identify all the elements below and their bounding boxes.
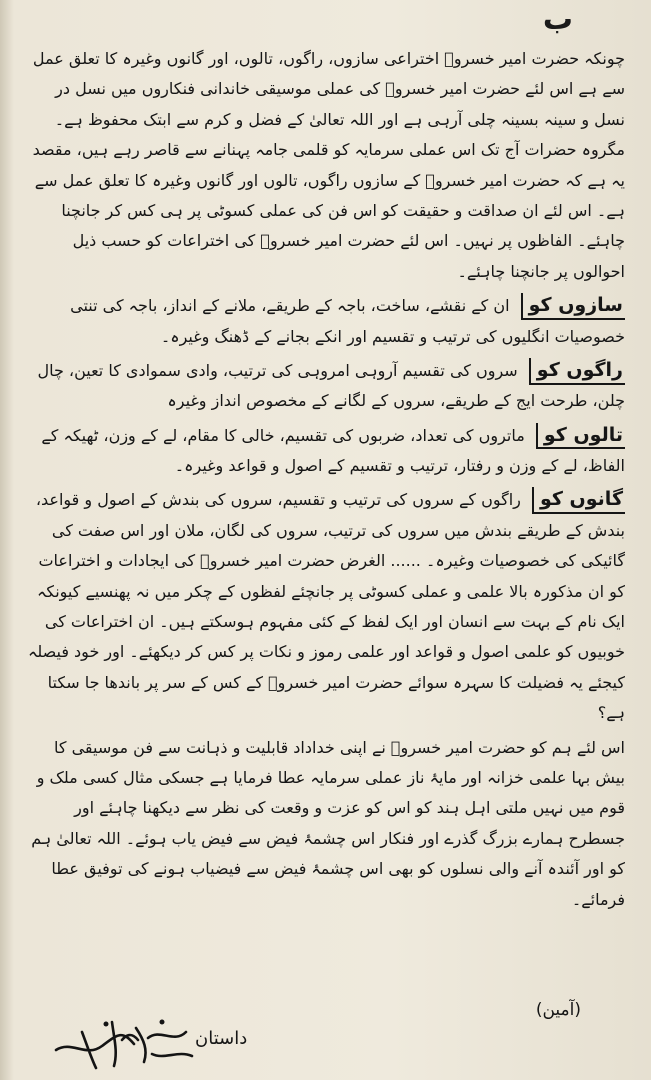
section-text: سروں کی تقسیم آروہی امروہی کی ترتیب، وادی سموادی کا تعین، چال چلن، طرحت ایج کے طریقے، سروں کے لگانے کے مخصوص انداز وغیرہ [37,360,625,411]
section-heading: راگوں کو [529,358,625,385]
closing-ameen: (آمین) [535,1000,581,1020]
section-heading: تالوں کو [536,423,625,450]
intro-paragraph: چونکہ حضرت امیر خسروؒ اختراعی سازوں، راگوں، تالوں، اور گانوں وغیرہ کا تعلق عمل سے ہے اس لئے حضرت امیر خسروؒ کی عملی موسیقی خاندانی فنکاروں میں نسل در نسل و سینہ بسینہ چلی آرہی ہے اور اللہ تعالیٰ کے فضل و کرم سے ابتک محفوظ ہے۔ مگروہ حضرات آج تک اس عملی سرمایہ کو قلمی جامہ پہنانے سے قاصر رہے ہیں، مقصد یہ ہے کہ حضرت امیر خسروؒ کے سازوں راگوں، تالوں اور گانوں وغیرہ کا تعلق عمل سے ہے۔ اس لئے ان صداقت و حقیقت کو اس فن کی عملی کسوٹی پر ہی کس کر جانچنا چاہئے۔ الفاظوں پر نہیں۔ اس لئے حضرت امیر خسروؒ کی اختراعات کو حسب ذیل احوالوں پر جانچنا چاہئے۔ [32,49,625,281]
section-ragas [20,356,625,417]
section-text: ماتروں کی تعداد، ضربوں کی تقسیم، خالی کا مقام، لے کے وزن، ٹھیکہ کے الفاظ، لے کے وزن و رفتار، ترتیب و تقسیم کے اصول و قواعد وغیرہ۔ [41,425,625,476]
section-text: ان کے نقشے، ساخت، باجہ کے طریقے، ملانے کے انداز، باجہ کی تنتی خصوصیات انگلیوں کی ترتیب و تقسیم اور انکے بجانے کے ڈھنگ وغیرہ۔ [70,296,625,346]
section-songs [20,485,625,728]
section-instruments [20,291,625,352]
section-text: راگوں کے سروں کی ترتیب و تقسیم، سروں کی بندش کے اصول و قواعد، بندش کے طریقے بندش میں سروں کی ترتیب، سروں کی لگان، ملان اور اس صفت کی گائیکی کی خصوصیات وغیرہ۔ ...... الغرض حضرت امیر خسروؒ کی ایجادات و اختراعات کو ان مذکورہ بالا علمی و عملی کسوٹی پر جانچئے لفظوں کے چکر میں نہ پھنسیے کیونکہ ایک نام کے بہت سے انسان اور ایک لفظ کے کئی مفہوم ہوسکتے ہیں۔ ان اختراعات کی خوبیوں کو علمی اصول و قواعد اور علمی رموز و نکات پر کس کر دیکھئے۔ اور خود فیصلہ کیجئے یہ فضیلت کا سہرہ سوائے حضرت امیر خسروؒ کے کس کے سر پر باندھا جا سکتا ہے؟ [27,490,625,723]
section-heading: گانوں کو [532,487,625,514]
signature-image [52,1010,202,1074]
final-paragraph: اس لئے ہم کو حضرت امیر خسروؒ نے اپنی خداداد قابلیت و ذہانت سے فن موسیقی کا بیش بہا علمی خزانہ اور مایۂ ناز عملی سرمایہ عطا فرمایا ہے جسکی مثال کسی ملک و قوم میں نہیں ملتی اہل ہند کو اس کو عزت و وقعت کی نظر سے دیکھنا چاہئے اور جسطرح ہمارے بزرگ گذرے اور فنکار اس چشمۂ فیض سے فیض یاب ہوئے۔ اللہ تعالیٰ ہم کو اور آئندہ آنے والی نسلوں کو بھی اس چشمۂ فیض سے فیضیاب ہونے کی توفیق عطا فرمائے۔ [31,737,625,909]
section-heading: سازوں کو [521,293,625,320]
body-text [20,44,625,919]
page-letter: ب [542,2,573,37]
signature-place: داستان [195,1028,248,1049]
section-talas [20,421,625,482]
